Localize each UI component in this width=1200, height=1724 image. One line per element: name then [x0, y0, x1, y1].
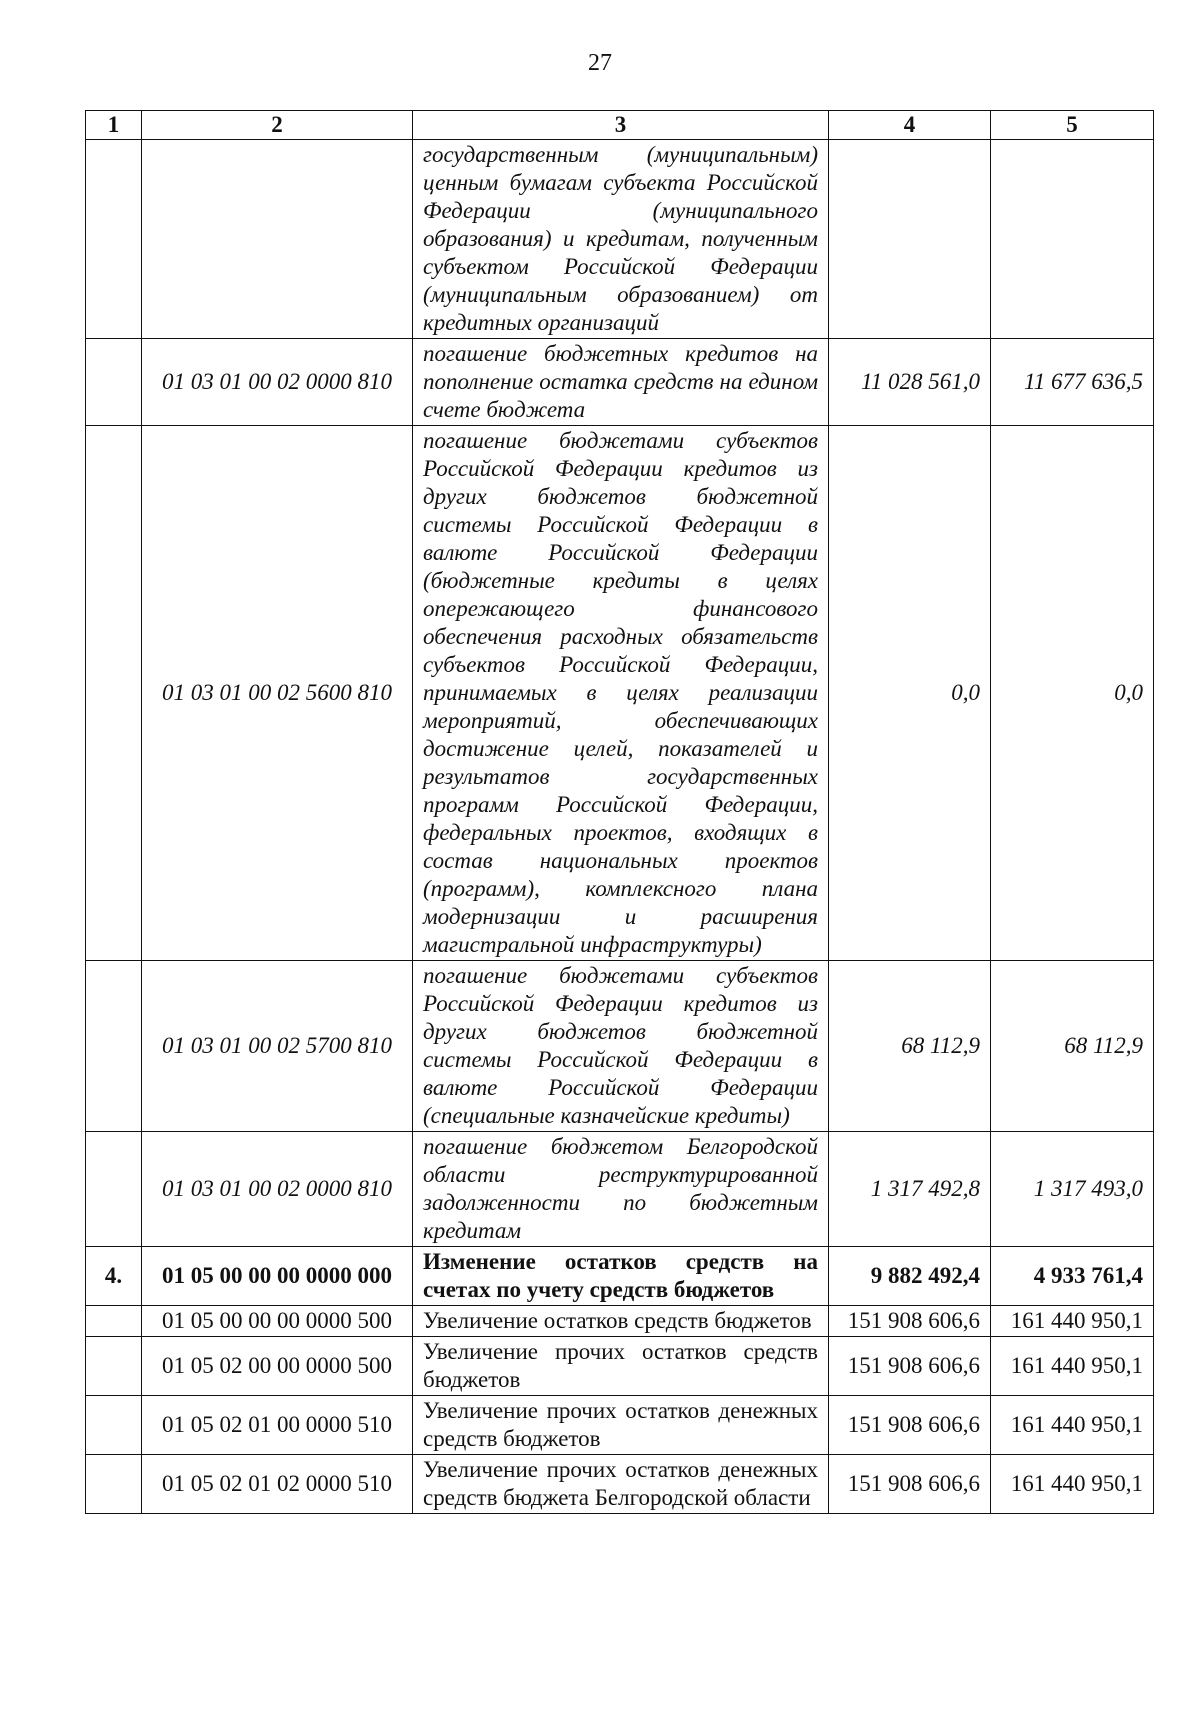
value-col5: 161 440 950,1 — [991, 1396, 1154, 1455]
row-number — [86, 140, 142, 339]
row-description: Увеличение прочих остатков средств бюджетов — [413, 1337, 829, 1396]
table-header-row — [86, 111, 1154, 140]
column-header-5: 5 — [991, 111, 1154, 140]
value-col5: 161 440 950,1 — [991, 1337, 1154, 1396]
value-col4: 1 317 492,8 — [829, 1132, 991, 1247]
row-description: Увеличение прочих остатков денежных средств бюджетов — [413, 1396, 829, 1455]
row-description: государственным (муниципальным) ценным бумагам субъекта Российской Федерации (муниципального образования) и кредитам, полученным субъектом Российской Федерации (муниципальным образованием) от кредитных организаций — [413, 140, 829, 339]
budget-code: 01 05 02 01 00 0000 510 — [142, 1396, 413, 1455]
value-col5: 11 677 636,5 — [991, 339, 1154, 426]
value-col4: 151 908 606,6 — [829, 1396, 991, 1455]
value-col5: 0,0 — [991, 426, 1154, 961]
table-row — [86, 140, 1154, 339]
budget-sources-table — [85, 110, 1154, 1514]
value-col5: 1 317 493,0 — [991, 1132, 1154, 1247]
row-number: 4. — [86, 1247, 142, 1306]
budget-code: 01 03 01 00 02 5600 810 — [142, 426, 413, 961]
column-header-2: 2 — [142, 111, 413, 140]
table-row — [86, 339, 1154, 426]
table-row — [86, 1132, 1154, 1247]
budget-code: 01 03 01 00 02 0000 810 — [142, 339, 413, 426]
row-number — [86, 1337, 142, 1396]
value-col5 — [991, 140, 1154, 339]
table-row — [86, 1455, 1154, 1514]
budget-code: 01 05 00 00 00 0000 000 — [142, 1247, 413, 1306]
value-col4: 11 028 561,0 — [829, 339, 991, 426]
row-description: погашение бюджетных кредитов на пополнение остатка средств на едином счете бюджета — [413, 339, 829, 426]
row-number — [86, 1132, 142, 1247]
value-col5: 4 933 761,4 — [991, 1247, 1154, 1306]
value-col5: 161 440 950,1 — [991, 1306, 1154, 1337]
row-description: Изменение остатков средств на счетах по учету средств бюджетов — [413, 1247, 829, 1306]
column-header-4: 4 — [829, 111, 991, 140]
row-number — [86, 426, 142, 961]
budget-code: 01 03 01 00 02 0000 810 — [142, 1132, 413, 1247]
row-number — [86, 339, 142, 426]
value-col4 — [829, 140, 991, 339]
row-number — [86, 1455, 142, 1514]
row-number — [86, 1306, 142, 1337]
table-row — [86, 1306, 1154, 1337]
row-number — [86, 1396, 142, 1455]
column-header-1: 1 — [86, 111, 142, 140]
value-col4: 151 908 606,6 — [829, 1306, 991, 1337]
table-row — [86, 1337, 1154, 1396]
row-description: Увеличение остатков средств бюджетов — [413, 1306, 829, 1337]
table-row — [86, 961, 1154, 1132]
value-col4: 0,0 — [829, 426, 991, 961]
budget-code: 01 05 00 00 00 0000 500 — [142, 1306, 413, 1337]
row-number — [86, 961, 142, 1132]
value-col4: 9 882 492,4 — [829, 1247, 991, 1306]
row-description: погашение бюджетами субъектов Российской Федерации кредитов из других бюджетов бюджетной системы Российской Федерации в валюте Российской Федерации (бюджетные кредиты в целях опережающего финансового обеспечения расходных обязательств субъектов Российской Федерации, принимаемых в целях реализации мероприятий, обеспечивающих достижение целей, показателей и результатов государственных программ Российской Федерации, федеральных проектов, входящих в состав национальных проектов (программ), комплексного плана модернизации и расширения магистральной инфраструктуры) — [413, 426, 829, 961]
budget-code: 01 05 02 01 02 0000 510 — [142, 1455, 413, 1514]
table-row — [86, 1396, 1154, 1455]
value-col5: 161 440 950,1 — [991, 1455, 1154, 1514]
value-col4: 151 908 606,6 — [829, 1455, 991, 1514]
value-col4: 151 908 606,6 — [829, 1337, 991, 1396]
value-col5: 68 112,9 — [991, 961, 1154, 1132]
value-col4: 68 112,9 — [829, 961, 991, 1132]
column-header-3: 3 — [413, 111, 829, 140]
row-description: Увеличение прочих остатков денежных средств бюджета Белгородской области — [413, 1455, 829, 1514]
budget-code: 01 05 02 00 00 0000 500 — [142, 1337, 413, 1396]
table-row-section — [86, 1247, 1154, 1306]
page-number: 27 — [588, 50, 612, 76]
budget-code: 01 03 01 00 02 5700 810 — [142, 961, 413, 1132]
row-description: погашение бюджетами субъектов Российской Федерации кредитов из других бюджетов бюджетной системы Российской Федерации в валюте Российской Федерации (специальные казначейские кредиты) — [413, 961, 829, 1132]
row-description: погашение бюджетом Белгородской области реструктурированной задолженности по бюджетным кредитам — [413, 1132, 829, 1247]
budget-code — [142, 140, 413, 339]
table-row — [86, 426, 1154, 961]
